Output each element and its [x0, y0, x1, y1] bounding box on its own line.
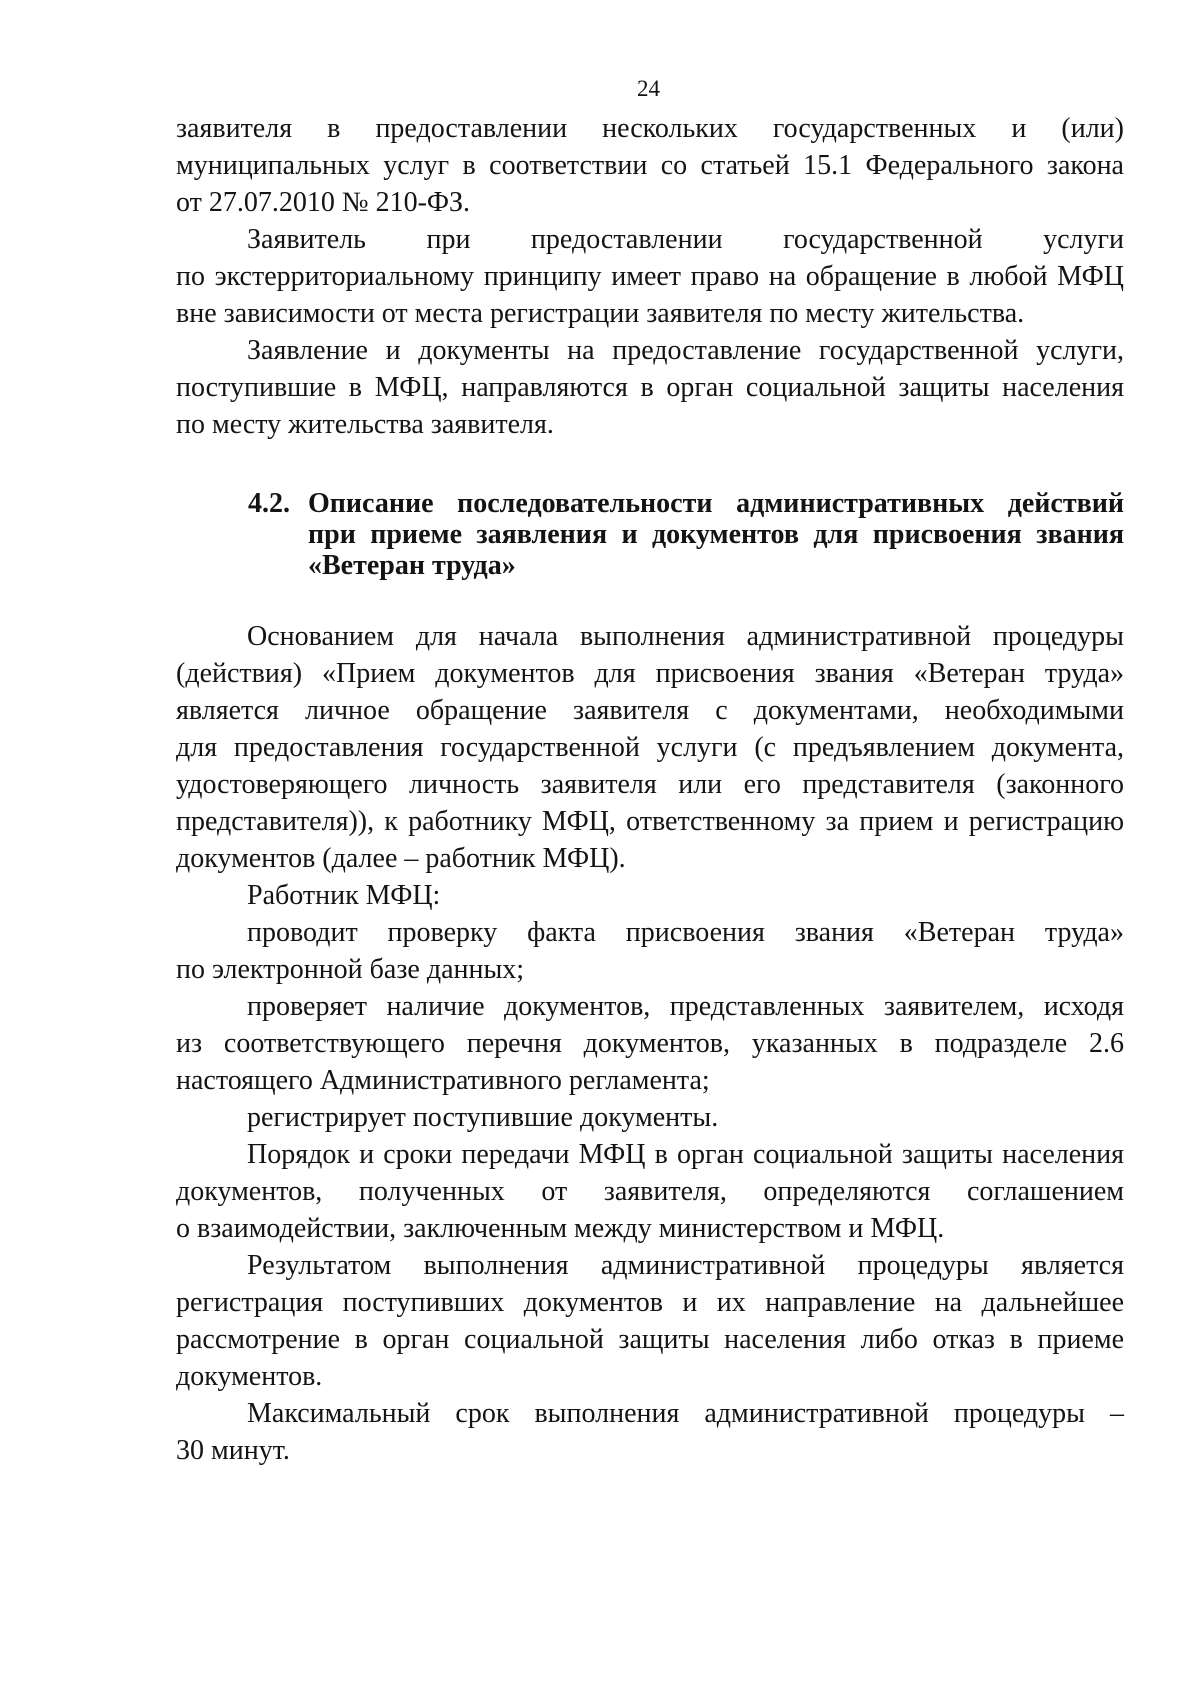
- text-block-top: [176, 110, 1124, 443]
- text-line: по месту жительства заявителя.: [176, 409, 554, 440]
- paragraph: [176, 1247, 1124, 1395]
- heading-line: «Ветеран труда»: [308, 550, 516, 581]
- text-line: от 27.07.2010 № 210-ФЗ.: [176, 187, 471, 218]
- text-line: является личное обращение заявителя с документами, необходимыми: [176, 695, 1124, 726]
- text-line: (действия) «Прием документов для присвоения звания «Ветеран труда»: [176, 658, 1124, 689]
- text-line: Максимальный срок выполнения административной процедуры –: [247, 1398, 1124, 1429]
- paragraph: [176, 1099, 1124, 1136]
- text-line: проводит проверку факта присвоения звания «Ветеран труда»: [247, 917, 1124, 948]
- text-line: Результатом выполнения административной процедуры является: [247, 1250, 1124, 1281]
- page-number: 24: [637, 76, 660, 101]
- text-line: удостоверяющего личность заявителя или его представителя (законного: [176, 769, 1124, 800]
- text-line: из соответствующего перечня документов, указанных в подразделе 2.6: [176, 1028, 1124, 1059]
- text-line: настоящего Административного регламента;: [176, 1065, 710, 1096]
- heading-line: при приеме заявления и документов для присвоения звания: [308, 519, 1124, 550]
- text-line: Порядок и сроки передачи МФЦ в орган социальной защиты населения: [247, 1139, 1124, 1170]
- text-line: документов (далее – работник МФЦ).: [176, 843, 626, 874]
- text-line: документов, полученных от заявителя, определяются соглашением: [176, 1176, 1124, 1207]
- paragraph: [176, 988, 1124, 1099]
- text-line: представителя)), к работнику МФЦ, ответственному за прием и регистрацию: [176, 806, 1124, 837]
- text-line: муниципальных услуг в соответствии со статьей 15.1 Федерального закона: [176, 150, 1124, 181]
- section-heading: [248, 488, 1124, 581]
- text-line: Работник МФЦ:: [247, 880, 441, 911]
- text-line: для предоставления государственной услуги (с предъявлением документа,: [176, 732, 1124, 763]
- text-line: 30 минут.: [176, 1435, 290, 1466]
- paragraph: [176, 332, 1124, 443]
- text-block-section: [176, 618, 1124, 1469]
- section-title: [308, 488, 1124, 581]
- text-line: регистрация поступивших документов и их направление на дальнейшее: [176, 1287, 1124, 1318]
- paragraph: [176, 914, 1124, 988]
- paragraph: [176, 1136, 1124, 1247]
- paragraph: [176, 221, 1124, 332]
- text-line: Заявитель при предоставлении государственной услуги: [247, 224, 1124, 255]
- text-line: регистрирует поступившие документы.: [247, 1102, 719, 1133]
- text-line: заявителя в предоставлении нескольких государственных и (или): [176, 113, 1124, 144]
- paragraph: [176, 1395, 1124, 1469]
- paragraph: [176, 618, 1124, 877]
- text-line: документов.: [176, 1361, 323, 1392]
- text-line: по электронной базе данных;: [176, 954, 525, 985]
- text-line: проверяет наличие документов, представленных заявителем, исходя: [247, 991, 1124, 1022]
- text-line: по экстерриториальному принципу имеет право на обращение в любой МФЦ: [176, 261, 1124, 292]
- heading-line: Описание последовательности административных действий: [308, 488, 1124, 519]
- section-number: 4.2.: [248, 488, 290, 519]
- text-line: Заявление и документы на предоставление государственной услуги,: [247, 335, 1124, 366]
- text-line: поступившие в МФЦ, направляются в орган социальной защиты населения: [176, 372, 1124, 403]
- text-line: рассмотрение в орган социальной защиты населения либо отказ в приеме: [176, 1324, 1124, 1355]
- paragraph: [176, 877, 1124, 914]
- text-line: Основанием для начала выполнения административной процедуры: [247, 621, 1124, 652]
- text-line: вне зависимости от места регистрации заявителя по месту жительства.: [176, 298, 1025, 329]
- text-line: о взаимодействии, заключенным между министерством и МФЦ.: [176, 1213, 945, 1244]
- paragraph: [176, 110, 1124, 221]
